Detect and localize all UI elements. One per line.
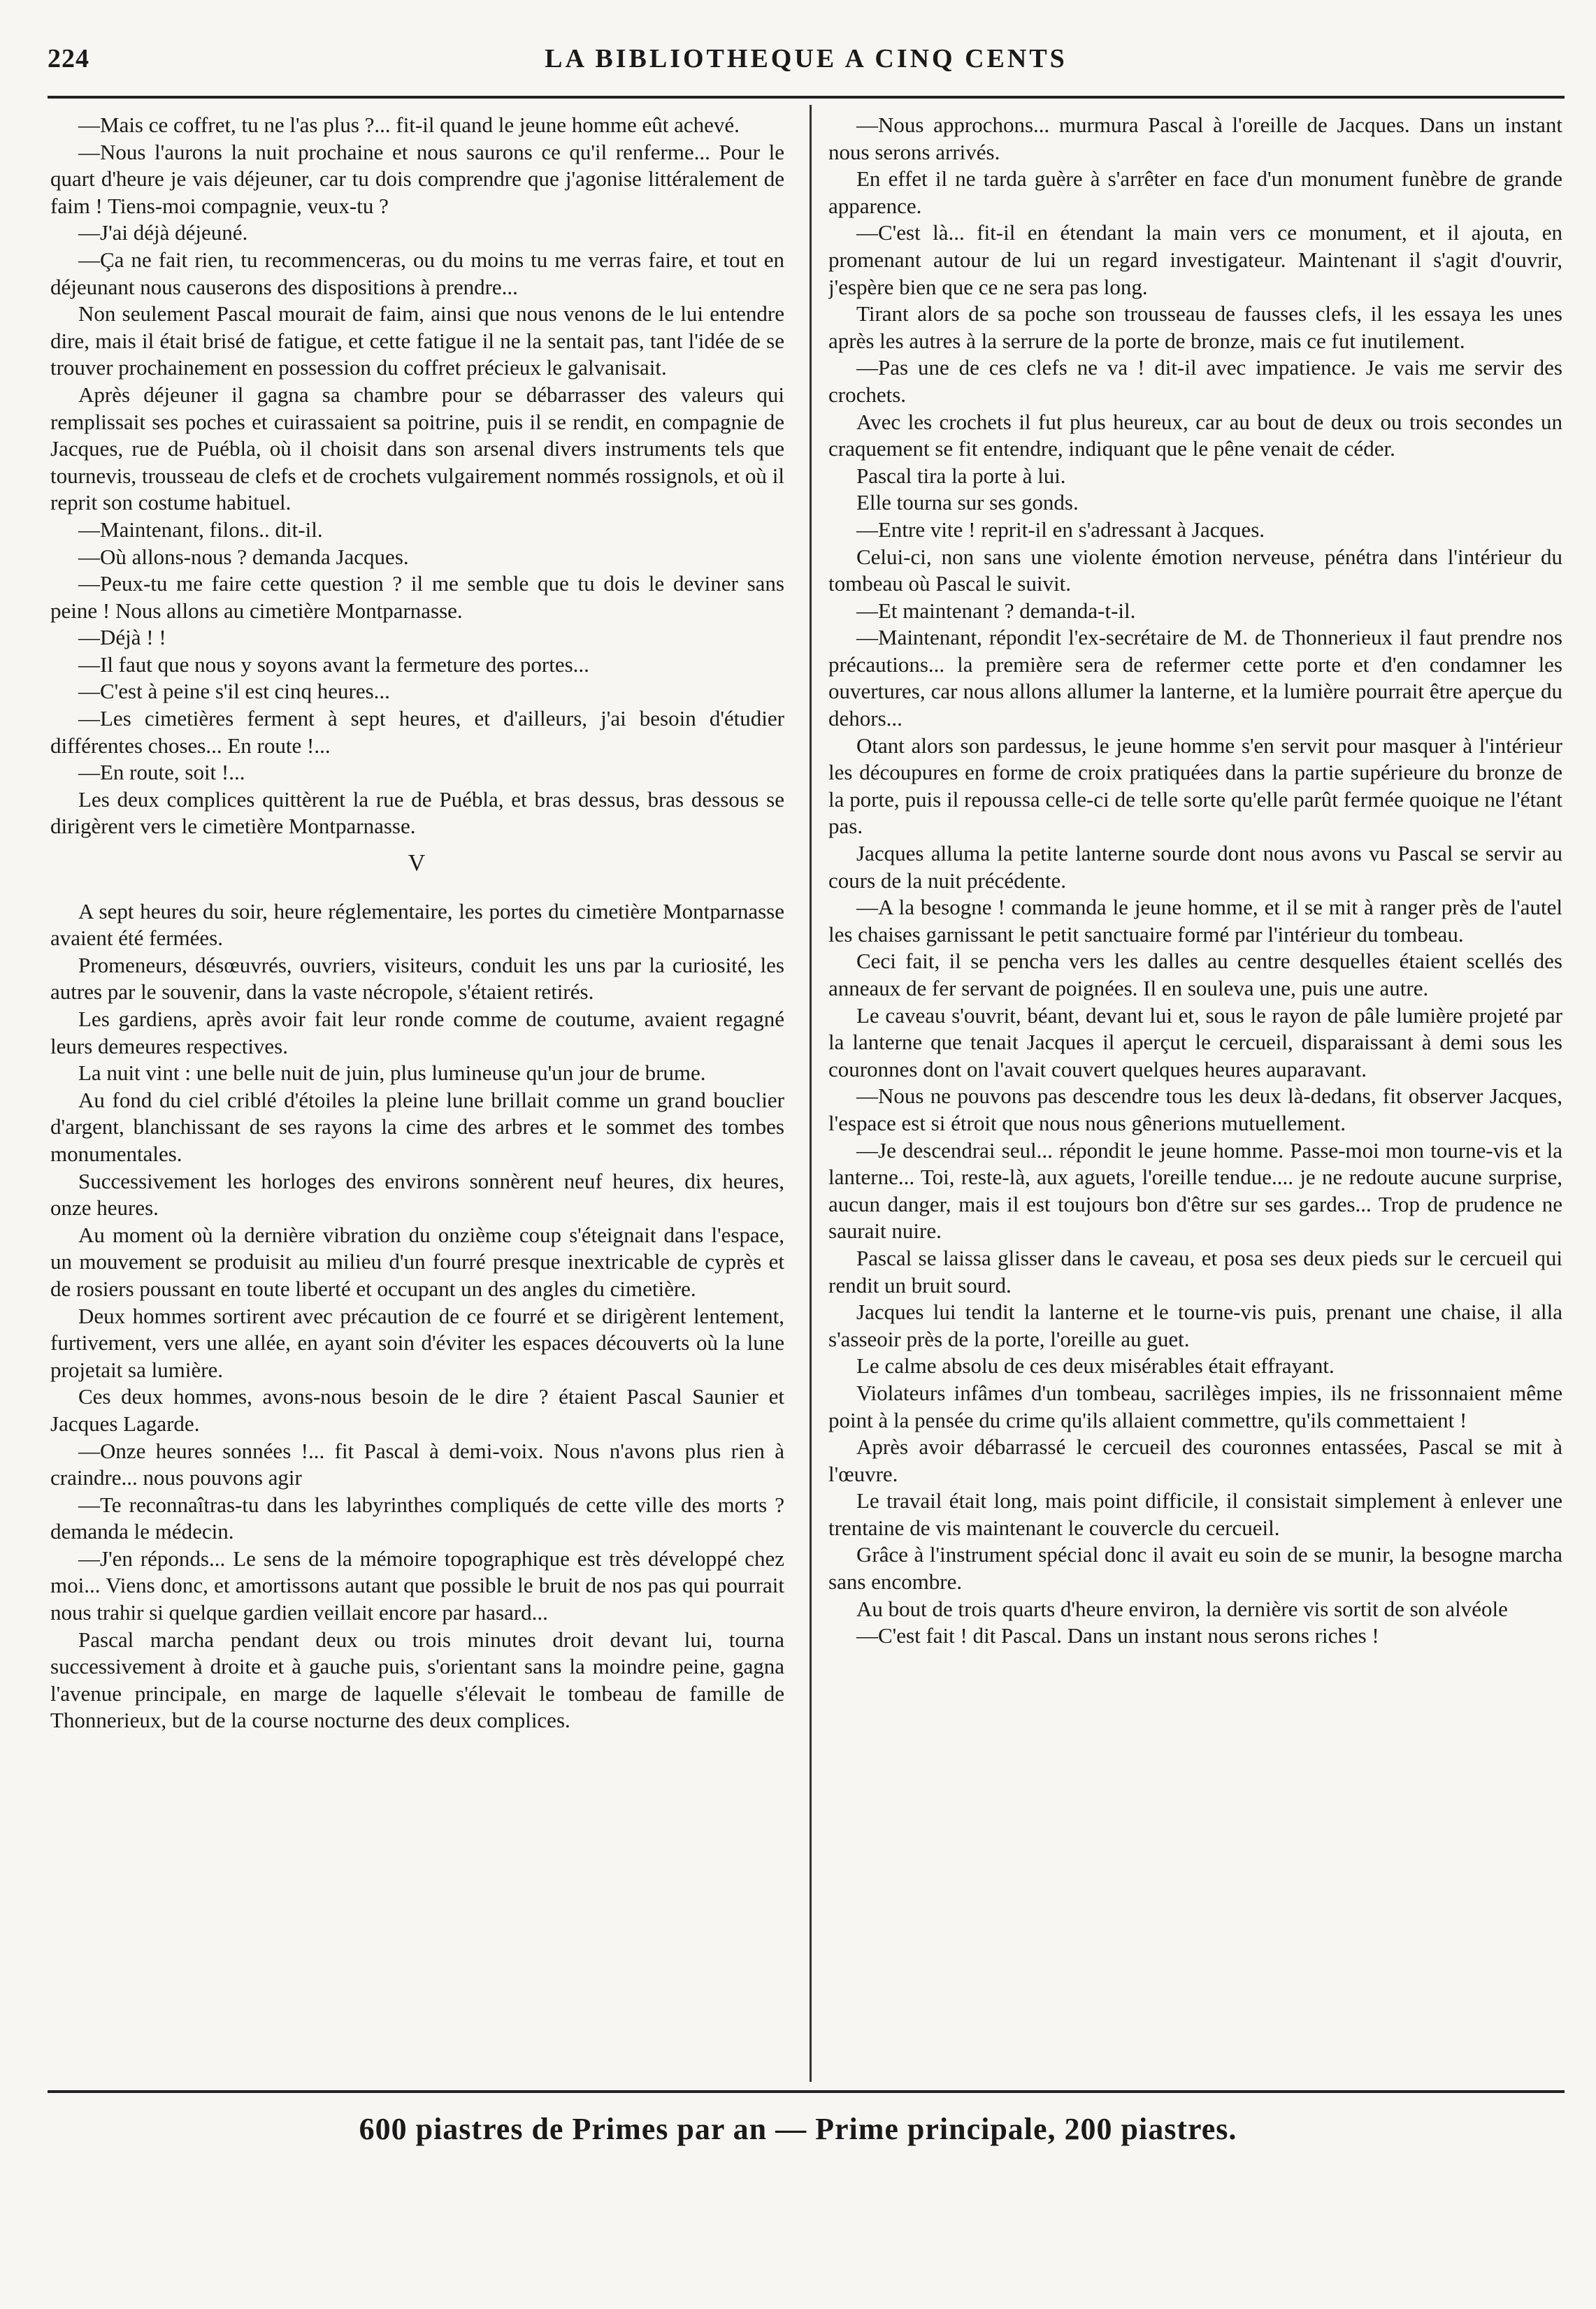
paragraph: —Nous l'aurons la nuit prochaine et nous saurons ce qu'il renferme... Pour le quart d'heure je vais déjeuner, car tu dois comprendre que j'agonise littéralement de faim ! Tiens-moi compagnie, veux-tu ? xyxy=(50,139,784,218)
paragraph: Avec les crochets il fut plus heureux, car au bout de deux ou trois secondes un craquement se fit entendre, indiquant que le pêne venait de céder. xyxy=(828,409,1562,461)
paragraph: A sept heures du soir, heure réglementaire, les portes du cimetière Montparnasse avaient été fermées. xyxy=(50,898,784,951)
paragraph: —Peux-tu me faire cette question ? il me semble que tu dois le deviner sans peine ! Nous allons au cimetière Montparnasse. xyxy=(50,571,784,623)
paragraph: —Te reconnaîtras-tu dans les labyrinthes compliqués de cette ville des morts ? demanda le médecin. xyxy=(50,1492,784,1544)
paragraph: —Pas une de ces clefs ne va ! dit-il avec impatience. Je vais me servir des crochets. xyxy=(828,355,1562,407)
paragraph: Deux hommes sortirent avec précaution de ce fourré et se dirigèrent lentement, furtivement, vers une allée, en ayant soin d'éviter les espaces découverts où la lune projetait sa lumière. xyxy=(50,1303,784,1382)
paragraph: Elle tourna sur ses gonds. xyxy=(856,490,1079,515)
column-divider xyxy=(810,105,812,2082)
left-column xyxy=(50,112,784,2082)
paragraph: —Je descendrai seul... répondit le jeune homme. Passe-moi mon tourne-vis et la lanterne... Toi, reste-là, aux aguets, l'oreille tendue.... je ne redoute aucune surprise, aucun danger, mais il est toujours bon d'être sur ses gardes... Trop de prudence ne saurait nuire. xyxy=(828,1137,1562,1244)
paragraph: Après déjeuner il gagna sa chambre pour se débarrasser des valeurs qui remplissait ses poches et cuirassaient sa poitrine, puis il se rendit, en compagnie de Jacques, rue de Puébla, où il choisit dans son arsenal divers instruments tels que tournevis, trousseau de clefs et de crochets vulgairement nommés rossignols, et où il reprit son costume habituel. xyxy=(50,382,784,515)
paragraph: —Où allons-nous ? demanda Jacques. xyxy=(78,544,409,569)
paragraph: —Ça ne fait rien, tu recommenceras, ou du moins tu me verras faire, et tout en déjeunant nous causerons des dispositions à prendre... xyxy=(50,247,784,299)
paragraph: Tirant alors de sa poche son trousseau de fausses clefs, il les essaya les unes après les autres à la serrure de la porte de bronze, mais ce fut inutilement. xyxy=(828,301,1562,353)
paragraph: —Et maintenant ? demanda-t-il. xyxy=(856,598,1136,623)
right-column xyxy=(828,112,1562,2082)
footer-rule xyxy=(48,2090,1565,2093)
paragraph: —Nous approchons... murmura Pascal à l'oreille de Jacques. Dans un instant nous serons arrivés. xyxy=(828,113,1562,164)
paragraph: La nuit vint : une belle nuit de juin, plus lumineuse qu'un jour de brume. xyxy=(78,1060,706,1086)
paragraph: Pascal tira la porte à lui. xyxy=(856,463,1066,488)
paragraph: —A la besogne ! commanda le jeune homme, et il se mit à ranger près de l'autel les chaises garnissant le petit sanctuaire formé par l'intérieur du tombeau. xyxy=(828,895,1562,947)
paragraph: Le travail était long, mais point difficile, il consistait simplement à enlever une trentaine de vis maintenant le couvercle du cercueil. xyxy=(828,1488,1562,1540)
running-title: LA BIBLIOTHEQUE A CINQ CENTS xyxy=(545,44,1067,73)
paragraph: Les deux complices quittèrent la rue de Puébla, et bras dessus, bras dessous se dirigèrent vers le cimetière Montparnasse. xyxy=(50,786,784,839)
page-number: 224 xyxy=(48,44,89,73)
paragraph: Après avoir débarrassé le cercueil des couronnes entassées, Pascal se mit à l'œuvre. xyxy=(828,1434,1562,1486)
paragraph: —C'est fait ! dit Pascal. Dans un instant nous serons riches ! xyxy=(856,1623,1379,1648)
paragraph: Violateurs infâmes d'un tombeau, sacrilèges impies, ils ne frissonnaient même point à la pensée du crime qu'ils allaient commettre, qu'ils commettaient ! xyxy=(828,1380,1562,1432)
paragraph: —Maintenant, filons.. dit-il. xyxy=(78,517,323,542)
paragraph: En effet il ne tarda guère à s'arrêter en face d'un monument funèbre de grande apparence. xyxy=(828,166,1562,218)
paragraph: —J'en réponds... Le sens de la mémoire topographique est très développé chez moi... Viens donc, et amortissons autant que possible le bruit de nos pas qui pourrait nous trahir si quelque gardien veillait encore par hasard... xyxy=(50,1546,784,1625)
paragraph: —Entre vite ! reprit-il en s'adressant à Jacques. xyxy=(856,517,1265,542)
paragraph: —J'ai déjà déjeuné. xyxy=(78,220,248,245)
paragraph: Au bout de trois quarts d'heure environ, la dernière vis sortit de son alvéole xyxy=(856,1596,1508,1621)
page-header xyxy=(48,43,1565,85)
paragraph: —Les cimetières ferment à sept heures, et d'ailleurs, j'ai besoin d'étudier différentes choses... En route !... xyxy=(50,706,784,758)
paragraph: Grâce à l'instrument spécial donc il avait eu soin de se munir, la besogne marcha sans encombre. xyxy=(828,1542,1562,1595)
paragraph: Promeneurs, désœuvrés, ouvriers, visiteurs, conduit les uns par la curiosité, les autres par le souvenir, dans la vaste nécropole, s'étaient retirés. xyxy=(50,952,784,1005)
paragraph: Au moment où la dernière vibration du onzième coup s'éteignait dans l'espace, un mouvement se produisit au milieu d'un fourré presque inextricable de cyprès et de rosiers poussant en toute liberté et occupant un des angles du cimetière. xyxy=(50,1222,784,1301)
paragraph: —Déjà ! ! xyxy=(78,625,166,650)
paragraph: Le calme absolu de ces deux misérables était effrayant. xyxy=(856,1353,1335,1379)
paragraph: Successivement les horloges des environs sonnèrent neuf heures, dix heures, onze heures. xyxy=(50,1168,784,1221)
paragraph: —En route, soit !... xyxy=(78,760,245,785)
paragraph: Ceci fait, il se pencha vers les dalles au centre desquelles étaient scellés des anneaux de fer servant de poignées. Il en souleva une, puis une autre. xyxy=(828,949,1562,1000)
paragraph: Le caveau s'ouvrit, béant, devant lui et, sous le rayon de pâle lumière projeté par la lanterne que tenait Jacques il aperçut le cercueil, disparaissant à demi sous les couronnes dont on l'avait couvert quelques heures auparavant. xyxy=(828,1002,1562,1081)
paragraph: Otant alors son pardessus, le jeune homme s'en servit pour masquer à l'intérieur les découpures en forme de croix pratiquées dans la partie supérieure du bronze de la porte, puis il repoussa celle-ci de telle sorte qu'elle parût fermée quoique ne l'étant pas. xyxy=(828,733,1562,839)
paragraph: —Mais ce coffret, tu ne l'as plus ?... fit-il quand le jeune homme eût achevé. xyxy=(78,113,740,137)
paragraph: —Onze heures sonnées !... fit Pascal à demi-voix. Nous n'avons plus rien à craindre... nous pouvons agir xyxy=(50,1438,784,1490)
footer-advert: 600 piastres de Primes par an — Prime principale, 200 piastres. xyxy=(359,2112,1237,2146)
paragraph: Pascal marcha pendant deux ou trois minutes droit devant lui, tourna successivement à droite et à gauche puis, s'orientant sans la moindre peine, gagna l'avenue principale, en marge de laquelle s'élevait le tombeau de famille de Thonnerieux, but de la course nocturne des deux complices. xyxy=(50,1627,784,1733)
paragraph: Jacques lui tendit la lanterne et le tourne-vis puis, prenant une chaise, il alla s'asseoir près de la porte, l'oreille au guet. xyxy=(828,1300,1562,1351)
paragraph: Ces deux hommes, avons-nous besoin de le dire ? étaient Pascal Saunier et Jacques Lagarde. xyxy=(50,1384,784,1436)
paragraph: Pascal se laissa glisser dans le caveau, et posa ses deux pieds sur le cercueil qui rendit un bruit sourd. xyxy=(828,1245,1562,1297)
paragraph: —C'est à peine s'il est cinq heures... xyxy=(78,679,390,704)
paragraph: Les gardiens, après avoir fait leur ronde comme de coutume, avaient regagné leurs demeures respectives. xyxy=(50,1007,784,1058)
paragraph: —Maintenant, répondit l'ex-secrétaire de M. de Thonnerieux il faut prendre nos précautions... la première sera de refermer cette porte et d'en condamner les ouvertures, car nous allons allumer la lanterne, et la lumière pourrait être aperçue du dehors... xyxy=(828,625,1562,731)
paragraph: —Il faut que nous y soyons avant la fermeture des portes... xyxy=(78,652,589,677)
paragraph: Jacques alluma la petite lanterne sourde dont nous avons vu Pascal se servir au cours de la nuit précédente. xyxy=(828,841,1562,893)
section-heading: V xyxy=(408,850,427,877)
paragraph: Au fond du ciel criblé d'étoiles la pleine lune brillait comme un grand bouclier d'argent, blanchissant de ses rayons la cime des arbres et le sommet des tombes monumentales. xyxy=(50,1087,784,1166)
paragraph: —C'est là... fit-il en étendant la main vers ce monument, et il ajouta, en promenant autour de lui un regard investigateur. Maintenant il s'agit d'ouvrir, j'espère bien que ce ne sera pas long. xyxy=(828,220,1562,299)
paragraph: Non seulement Pascal mourait de faim, ainsi que nous venons de le lui entendre dire, mais il était brisé de fatigue, et cette fatigue il ne la sentait pas, tant l'idée de se trouver prochainement en possession du coffret précieux le galvanisait. xyxy=(50,301,784,380)
header-rule xyxy=(48,96,1565,99)
paragraph: Celui-ci, non sans une violente émotion nerveuse, pénétra dans l'intérieur du tombeau où Pascal le suivit. xyxy=(828,544,1562,596)
paragraph: —Nous ne pouvons pas descendre tous les deux là-dedans, fit observer Jacques, l'espace est si étroit que nous nous gênerions mutuellement. xyxy=(828,1084,1562,1135)
